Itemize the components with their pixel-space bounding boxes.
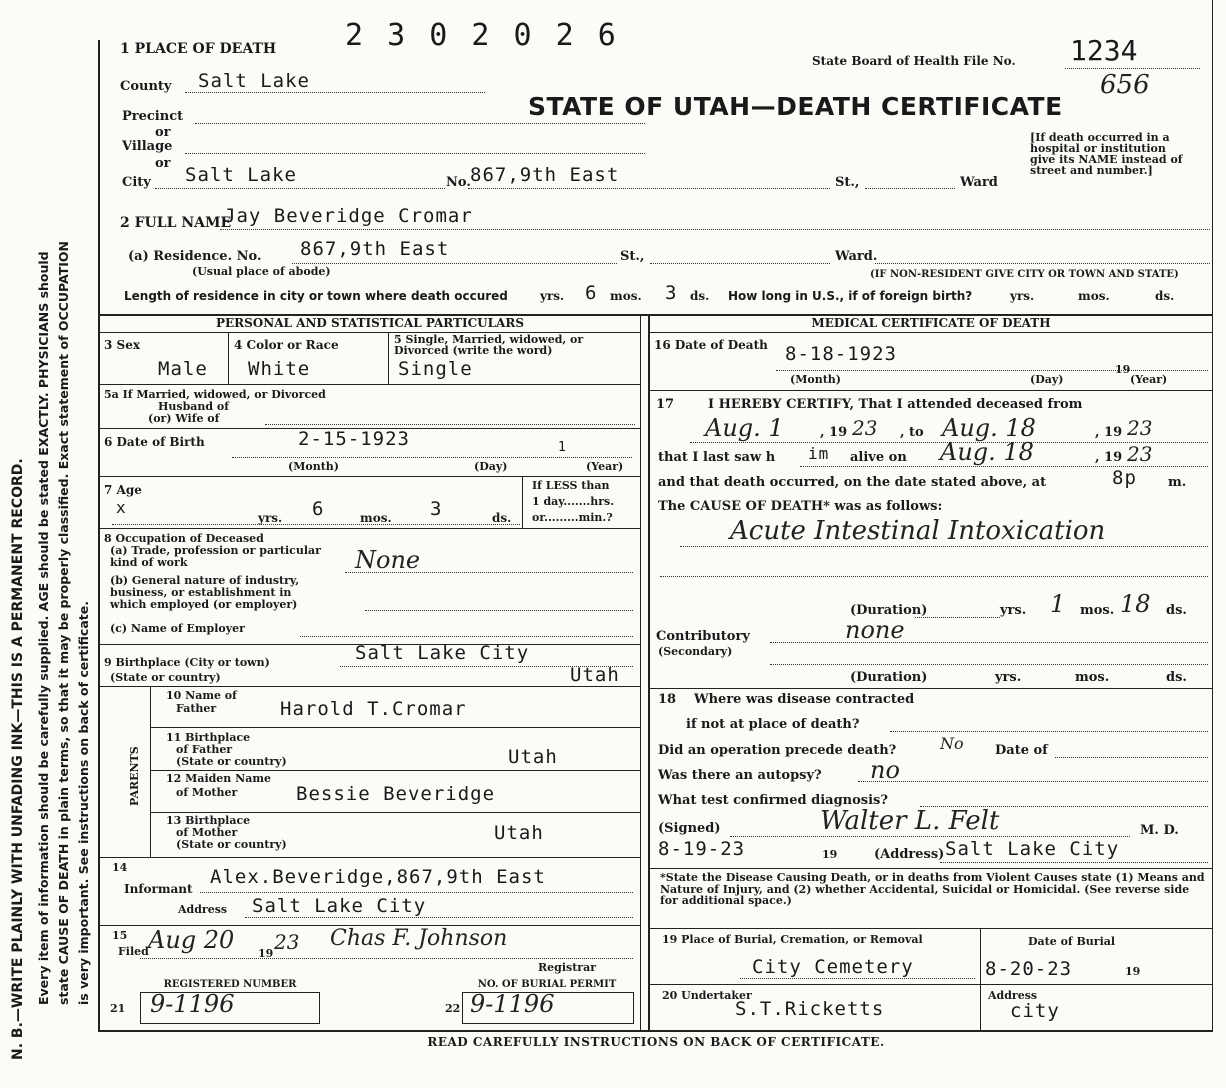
birthplace-label: 9 Birthplace (City or town) — [104, 656, 270, 669]
city-value: Salt Lake — [185, 164, 297, 186]
signed-label: (Signed) — [658, 821, 721, 836]
father-label-2: Father — [176, 702, 217, 715]
operation-date-label: Date of — [995, 743, 1048, 758]
parents-side-label: PARENTS — [128, 746, 141, 806]
duration-label: (Duration) — [850, 603, 928, 618]
burial-permit-heading: NO. OF BURIAL PERMIT — [477, 979, 617, 990]
father-bp-3: (State or country) — [176, 755, 287, 768]
length-residence-label: Length of residence in city or town where death occured — [124, 289, 508, 303]
length-mos-label: mos. — [610, 289, 642, 303]
q18-num: 18 — [658, 692, 677, 707]
dod-label: 16 Date of Death — [654, 338, 768, 352]
registrar-label: Registrar — [538, 961, 597, 974]
undertaker-address-label: Address — [988, 989, 1038, 1002]
informant-num: 14 — [112, 861, 128, 874]
filed-num: 15 — [112, 929, 128, 942]
last-saw-year: 23 — [1127, 442, 1153, 466]
margin-note-3: state CAUSE OF DEATH in plain terms, so that it may be properly classified. Exact statement of OCCUPATION — [56, 241, 71, 1005]
autopsy-value: no — [870, 756, 900, 784]
marital-label: 5 Single, Married, widowed, or Divorced (write the word) — [394, 333, 584, 357]
county-label: County — [120, 79, 172, 94]
burial-date-label: Date of Burial — [1028, 935, 1116, 948]
dod-month-label: (Month) — [790, 373, 841, 386]
father-bp-1: 11 Birthplace — [166, 731, 251, 744]
place-of-death-label: 1 PLACE OF DEATH — [120, 41, 277, 57]
if-less-1: If LESS than — [532, 479, 610, 492]
attended-to-19: , 19 — [1095, 425, 1123, 440]
mother-bp-1: 13 Birthplace — [166, 814, 251, 827]
residence-ward-label: Ward. — [835, 249, 878, 264]
nonresident-label: (IF NON-RESIDENT GIVE CITY OR TOWN AND STATE) — [870, 269, 1179, 280]
file-no-hand: 656 — [1100, 70, 1150, 100]
age-ds-label: ds. — [492, 511, 512, 525]
full-name-value: Jay Beveridge Cromar — [224, 205, 473, 227]
hospital-note: [If death occurred in a hospital or institution give its NAME instead of street and number.] — [1030, 131, 1183, 177]
registrar-signature: Chas F. Johnson — [330, 926, 508, 951]
dob-day-label: (Day) — [474, 460, 508, 473]
file-no-value: 1234 — [1070, 34, 1138, 67]
dob-label: 6 Date of Birth — [104, 435, 205, 449]
attended-to-year: 23 — [1127, 416, 1153, 440]
occupation-b-1: (b) General nature of industry, — [110, 574, 300, 587]
full-name-label: 2 FULL NAME — [120, 215, 232, 231]
color-label: 4 Color or Race — [234, 338, 339, 352]
dod-19: 19 — [1115, 363, 1131, 376]
sex-value: Male — [158, 358, 208, 380]
length-ds-label: ds. — [690, 289, 710, 303]
informant-address-label: Address — [178, 903, 228, 916]
father-bp-2: of Father — [176, 743, 233, 756]
mother-label-2: of Mother — [176, 786, 238, 799]
informant-address-value: Salt Lake City — [252, 895, 427, 917]
residence-label: (a) Residence. No. — [128, 249, 262, 264]
time-value: 8p — [1112, 467, 1137, 489]
cause-label: The CAUSE OF DEATH* was as follows: — [658, 499, 943, 514]
attended-from-year: 23 — [852, 416, 878, 440]
mother-bp-value: Utah — [494, 822, 544, 844]
us-ds-label: ds. — [1155, 289, 1175, 303]
autopsy-label: Was there an autopsy? — [658, 768, 822, 783]
or-label-1: or — [155, 125, 171, 140]
age-yrs-label: yrs. — [258, 511, 283, 525]
cause-footnote: *State the Disease Causing Death, or in deaths from Violent Causes state (1) Means and Nature of Injury, and (2) whether Accidental, Suicidal or Homicidal. (See reverse side for additional space.) — [660, 871, 1205, 908]
dod-year-label: (Year) — [1130, 373, 1168, 386]
filed-label: Filed — [118, 945, 149, 958]
attended-from-19: , 19 — [820, 425, 848, 440]
q18-text-2: if not at place of death? — [686, 717, 860, 732]
file-no-label: State Board of Health File No. — [812, 54, 1016, 68]
registered-number-heading: REGISTERED NUMBER — [163, 979, 297, 990]
page-title: STATE OF UTAH—DEATH CERTIFICATE — [528, 92, 1063, 121]
burial-date-value: 8-20-23 — [985, 958, 1073, 980]
operation-value: No — [940, 734, 964, 753]
us-residence-label: How long in U.S., if of foreign birth? — [728, 289, 973, 303]
undertaker-value: S.T.Ricketts — [735, 998, 885, 1020]
occupation-a-value: None — [355, 546, 421, 574]
undertaker-label: 20 Undertaker — [662, 989, 752, 1002]
operation-label: Did an operation precede death? — [658, 743, 897, 758]
margin-note-2: Every item of information should be carefully supplied. AGE should be stated EXACTLY. PHYSICIANS should — [36, 251, 51, 1005]
occupation-b-2: business, or establishment in — [110, 586, 292, 599]
duration-ds-value: 18 — [1120, 590, 1151, 618]
signed-19: 19 — [822, 848, 838, 861]
attended-to-label: , to — [900, 425, 924, 440]
age-ds-value: 3 — [430, 498, 443, 520]
burial-permit-num-label: 22 — [445, 1002, 461, 1015]
age-label: 7 Age — [104, 483, 142, 497]
duration2-mos: mos. — [1075, 670, 1110, 685]
cert-number: 2 3 0 2 0 2 6 — [345, 18, 619, 53]
duration2-label: (Duration) — [850, 670, 928, 685]
physician-signature: Walter L. Felt — [820, 806, 1000, 836]
filed-year: 23 — [274, 930, 300, 954]
birthplace-state-label: (State or country) — [110, 671, 221, 684]
occupation-c-label: (c) Name of Employer — [110, 622, 245, 635]
secondary-label: (Secondary) — [658, 645, 733, 658]
attended-to: Aug. 18 — [942, 414, 1036, 442]
dob-value: 2-15-1923 — [298, 428, 410, 450]
birthplace-state-value: Utah — [570, 664, 620, 686]
spouse-label-2: Husband of — [158, 400, 229, 413]
duration-mos: mos. — [1080, 603, 1115, 618]
informant-label: Informant — [124, 882, 193, 896]
registered-num-label: 21 — [110, 1002, 126, 1015]
occurred-label: and that death occurred, on the date stated above, at — [658, 475, 1047, 490]
us-mos-label: mos. — [1078, 289, 1110, 303]
last-saw-him: im — [808, 444, 830, 463]
no-value: 867,9th East — [470, 164, 620, 186]
mother-value: Bessie Beveridge — [296, 783, 496, 805]
age-mos-label: mos. — [360, 511, 392, 525]
margin-note-1: N. B.—WRITE PLAINLY WITH UNFADING INK—THIS IS A PERMANENT RECORD. — [10, 458, 26, 1060]
length-yrs-label: yrs. — [540, 289, 565, 303]
personal-heading: PERSONAL AND STATISTICAL PARTICULARS — [215, 316, 524, 330]
duration-ds: ds. — [1166, 603, 1187, 618]
village-label: Village — [122, 139, 173, 154]
no-label: No. — [446, 175, 471, 190]
undertaker-address-value: city — [1010, 1000, 1060, 1022]
dod-day-label: (Day) — [1030, 373, 1064, 386]
column-divider — [648, 314, 650, 1030]
age-mos-value: 6 — [312, 498, 325, 520]
sex-label: 3 Sex — [104, 338, 140, 352]
residence-st-label: St., — [620, 249, 645, 264]
burial-place-label: 19 Place of Burial, Cremation, or Removal — [662, 933, 923, 946]
mother-bp-3: (State or country) — [176, 838, 287, 851]
occupation-b-3: which employed (or employer) — [110, 598, 298, 611]
right-border — [1212, 0, 1213, 1032]
county-value: Salt Lake — [198, 70, 310, 92]
birthplace-value: Salt Lake City — [355, 642, 530, 664]
color-value: White — [248, 358, 311, 380]
duration2-ds: ds. — [1166, 670, 1187, 685]
dob-month-label: (Month) — [288, 460, 339, 473]
last-saw-date: Aug. 18 — [940, 438, 1034, 466]
occupation-label: 8 Occupation of Deceased — [104, 532, 264, 545]
or-label-2: or — [155, 156, 171, 171]
mother-label-1: 12 Maiden Name — [166, 772, 271, 785]
last-saw-label: that I last saw h — [658, 450, 776, 465]
last-saw-alive-label: alive on — [850, 450, 907, 465]
spouse-label-1: 5a If Married, widowed, or Divorced — [104, 388, 326, 401]
contributory-label: Contributory — [656, 629, 750, 644]
if-less-2: 1 day.......hrs. — [532, 495, 615, 508]
age-yrs-mark: x — [116, 498, 127, 517]
duration-yrs: yrs. — [1000, 603, 1027, 618]
dod-value: 8-18-1923 — [785, 343, 897, 365]
registered-number-value: 9-1196 — [150, 990, 235, 1018]
q18-text: Where was disease contracted — [694, 692, 915, 707]
cert-text: I HEREBY CERTIFY, That I attended deceased from — [708, 397, 1083, 412]
st-label: St., — [835, 175, 860, 190]
city-label: City — [122, 175, 151, 190]
informant-value: Alex.Beveridge,867,9th East — [210, 866, 546, 888]
usual-abode-label: (Usual place of abode) — [192, 265, 331, 278]
cert-num: 17 — [656, 397, 675, 412]
marital-value: Single — [398, 358, 473, 380]
test-label: What test confirmed diagnosis? — [658, 793, 888, 808]
burial-date-19: 19 — [1125, 965, 1141, 978]
md-label: M. D. — [1140, 823, 1179, 838]
left-border — [98, 40, 100, 1030]
last-saw-19: , 19 — [1095, 450, 1123, 465]
signed-address-label: (Address) — [874, 847, 945, 862]
footer-instructions: READ CAREFULLY INSTRUCTIONS ON BACK OF CERTIFICATE. — [427, 1035, 885, 1049]
cause-value: Acute Intestinal Intoxication — [730, 516, 1106, 546]
father-bp-value: Utah — [508, 746, 558, 768]
contributory-value: none — [845, 616, 905, 644]
signed-date: 8-19-23 — [658, 838, 746, 860]
attended-from: Aug. 1 — [705, 414, 784, 442]
us-yrs-label: yrs. — [1010, 289, 1035, 303]
duration-mos-value: 1 — [1050, 590, 1066, 618]
signed-address-value: Salt Lake City — [945, 838, 1120, 860]
duration2-yrs: yrs. — [995, 670, 1022, 685]
bottom-border — [98, 1030, 1213, 1032]
dob-year-label: (Year) — [586, 460, 624, 473]
if-less-3: or.........min.? — [532, 511, 613, 524]
length-ds-value: 3 — [665, 282, 678, 304]
father-label-1: 10 Name of — [166, 689, 237, 702]
spouse-label-3: (or) Wife of — [148, 412, 220, 425]
length-mos-value: 6 — [585, 282, 598, 304]
precinct-label: Precinct — [122, 109, 184, 124]
filed-date: Aug 20 — [148, 926, 235, 954]
burial-permit-value: 9-1196 — [470, 990, 555, 1018]
margin-note-4: is very important. See instructions on back of certificate. — [76, 601, 91, 1005]
father-value: Harold T.Cromar — [280, 698, 467, 720]
mother-bp-2: of Mother — [176, 826, 238, 839]
time-m-label: m. — [1168, 475, 1187, 490]
residence-value: 867,9th East — [300, 238, 450, 260]
filed-year-prefix: 19 — [258, 947, 274, 960]
dob-one: 1 — [558, 440, 567, 455]
ward-label: Ward — [960, 175, 998, 190]
medical-heading: MEDICAL CERTIFICATE OF DEATH — [811, 316, 1051, 330]
burial-place-value: City Cemetery — [752, 956, 914, 978]
occupation-a-label: (a) Trade, profession or particular kind of work — [110, 544, 321, 569]
